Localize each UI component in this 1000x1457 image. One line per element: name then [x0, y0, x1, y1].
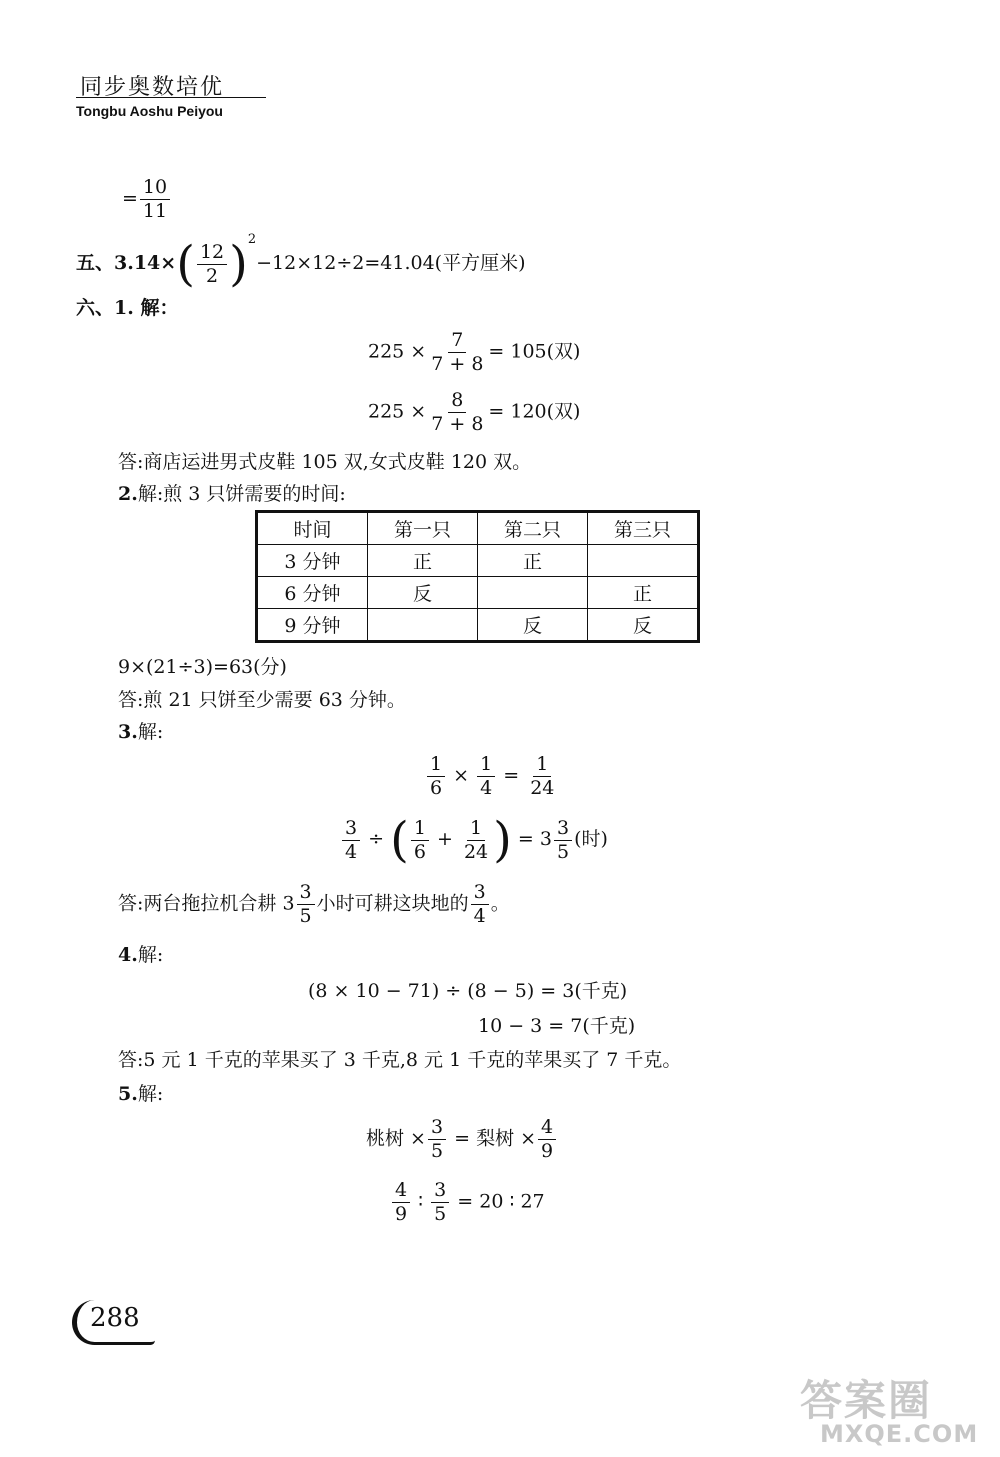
book-subtitle: Tongbu Aoshu Peiyou [76, 103, 223, 119]
q5-intro: 5.解: [118, 1083, 164, 1105]
q5-equation-1: 桃树 × $\frac{3}{5}$ = 梨树 × $\frac{4}{9}$ [366, 1117, 558, 1162]
table-row [257, 609, 699, 642]
q5-equation-2: $\frac{4}{9}$ ∶ $\frac{3}{5}$ = 20 ∶ 27 [390, 1180, 545, 1225]
q3-equation-2: $\frac{3}{4}$ ÷ ( $\frac{1}{6}$ + $\frac{1}{24}$ ) = 3 $\frac{3}{5}$ (时) [340, 816, 608, 864]
q4-equation-1: (8 × 10 − 71) ÷ (8 − 5) = 3(千克) [308, 980, 628, 1002]
q1-equation-1: 225 × $\frac{7}{7 + 8}$ = 105(双) [368, 329, 581, 375]
q4-answer: 答:5 元 1 千克的苹果买了 3 千克,8 元 1 千克的苹果买了 7 千克。 [118, 1049, 682, 1071]
table-row [257, 545, 699, 577]
q1-equation-2: 225 × $\frac{8}{7 + 8}$ = 120(双) [368, 389, 581, 435]
table-header-cell: 第三只 [588, 512, 699, 545]
pancake-timing-table [255, 510, 700, 643]
q1-label: 六、1. 解： [76, 297, 179, 319]
fraction-result: = $\frac{10}{11}$ [122, 177, 172, 222]
book-title: 同步奥数培优 [80, 75, 225, 100]
q3-equation-1: $\frac{1}{6}$ × $\frac{1}{4}$ = $\frac{1}{24}$ [425, 754, 559, 799]
table-row [257, 577, 699, 609]
table-cell: 反 [368, 577, 478, 609]
table-cell [588, 545, 699, 577]
section-5-equation: 五、3.14×( $\frac{12}{2}$ )$^2$−12×12÷2=41.04(平方厘米) [76, 232, 526, 292]
watermark-url: MXQE.COM [820, 1420, 979, 1448]
table-cell: 正 [588, 577, 699, 609]
table-cell: 正 [368, 545, 478, 577]
table-header-cell: 第二只 [478, 512, 588, 545]
q1-answer: 答:商店运进男式皮鞋 105 双,女式皮鞋 120 双。 [118, 451, 532, 473]
table-cell: 6 分钟 [257, 577, 368, 609]
q3-answer: 答:两台拖拉机合耕 3 $\frac{3}{5}$ 小时可耕这块地的 $\frac{3}{4}$ 。 [118, 881, 510, 927]
table-header-cell: 第一只 [368, 512, 478, 545]
table-header-cell: 时间 [257, 512, 368, 545]
watermark-logo: 答案圈 [800, 1376, 933, 1425]
q4-intro: 4.解: [118, 944, 164, 966]
q2-calculation: 9×(21÷3)=63(分) [118, 656, 287, 678]
q2-answer: 答:煎 21 只饼至少需要 63 分钟。 [118, 689, 406, 711]
table-cell: 正 [478, 545, 588, 577]
q3-intro: 3.解: [118, 721, 164, 743]
table-cell: 9 分钟 [257, 609, 368, 642]
table-cell [368, 609, 478, 642]
q4-equation-2: 10 − 3 = 7(千克) [478, 1015, 636, 1037]
header-rule [76, 97, 266, 98]
table-cell: 反 [588, 609, 699, 642]
q2-intro: 2.解:煎 3 只饼需要的时间: [118, 483, 346, 505]
page-number: 288 [90, 1303, 140, 1333]
table-cell [478, 577, 588, 609]
table-cell: 3 分钟 [257, 545, 368, 577]
table-cell: 反 [478, 609, 588, 642]
table-header-row [257, 512, 699, 545]
